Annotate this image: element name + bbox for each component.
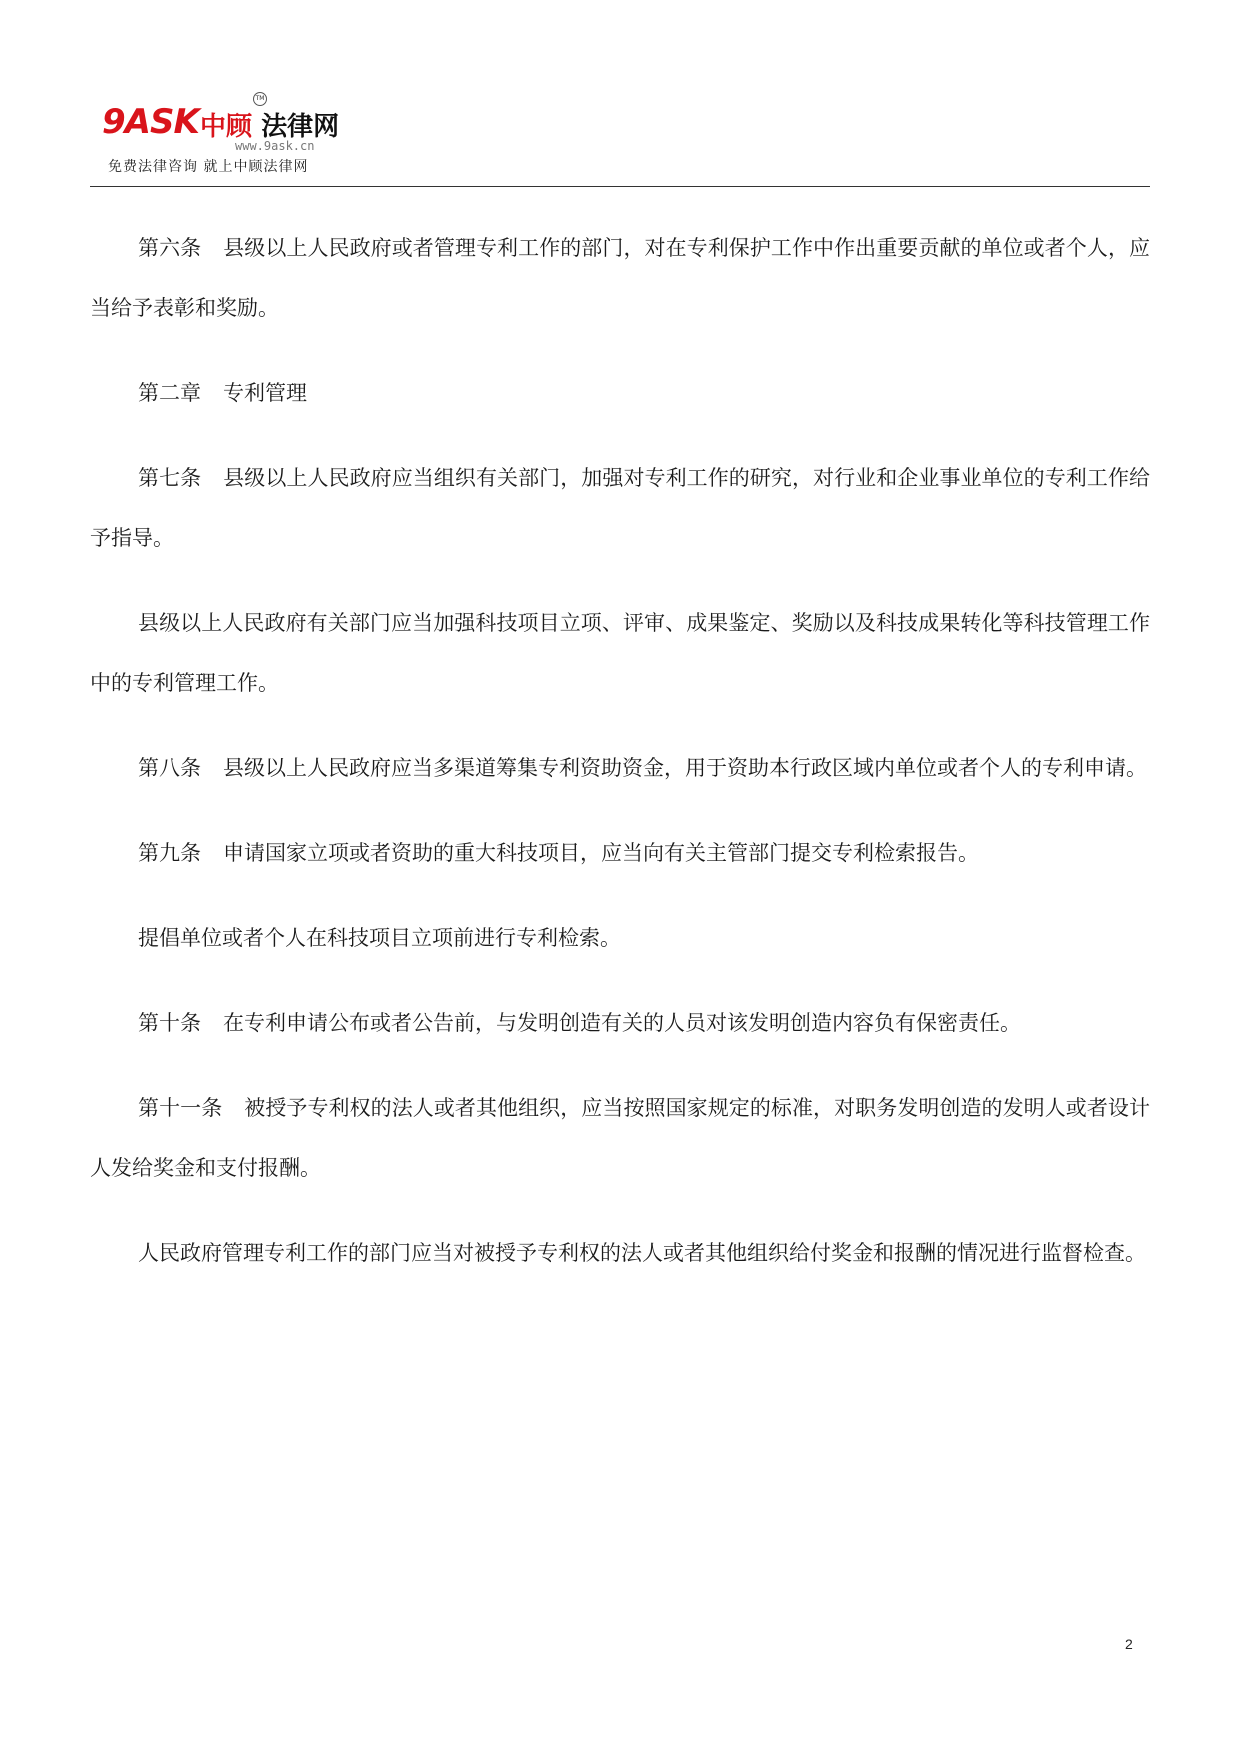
paragraph-article-9-cont: [90, 908, 1150, 968]
article-heading: 第八条: [138, 756, 201, 780]
article-text: 县级以上人民政府应当多渠道筹集专利资助资金，用于资助本行政区域内单位或者个人的专利申请。: [223, 756, 1147, 780]
logo-mark: 9ASK: [102, 102, 199, 142]
paragraph-article-10: [90, 993, 1150, 1053]
article-text: 人民政府管理专利工作的部门应当对被授予专利权的法人或者其他组织给付奖金和报酬的情况进行监督检查。: [138, 1241, 1146, 1265]
paragraph-chapter-2: [90, 363, 1150, 423]
paragraph-article-7-cont: [90, 593, 1150, 713]
trademark-icon: TM: [253, 92, 267, 106]
article-text: 在专利申请公布或者公告前，与发明创造有关的人员对该发明创造内容负有保密责任。: [223, 1011, 1021, 1035]
article-text: 被授予专利权的法人或者其他组织，应当按照国家规定的标准，对职务发明创造的发明人或者设计人发给奖金和支付报酬。: [90, 1096, 1151, 1180]
document-body: [90, 218, 1150, 1308]
logo-cn: [200, 106, 339, 143]
paragraph-article-11: [90, 1078, 1150, 1198]
article-heading: 第七条: [138, 466, 202, 490]
paragraph-article-6: [90, 218, 1150, 338]
paragraph-article-11-cont: [90, 1223, 1150, 1283]
article-heading: 第十条: [138, 1011, 201, 1035]
logo-cn-red: 中顾: [200, 112, 253, 142]
article-text: 县级以上人民政府应当组织有关部门，加强对专利工作的研究，对行业和企业事业单位的专利工作给予指导。: [90, 466, 1151, 550]
article-text: 县级以上人民政府或者管理专利工作的部门，对在专利保护工作中作出重要贡献的单位或者个人，应当给予表彰和奖励。: [90, 236, 1151, 320]
article-heading: 第六条: [138, 236, 202, 260]
page-header: [90, 92, 1160, 188]
logo-url: www.9ask.cn: [235, 139, 315, 153]
chapter-title: 专利管理: [223, 381, 307, 405]
header-divider: [90, 186, 1150, 187]
page-number: 2: [1125, 1636, 1133, 1652]
article-text: 提倡单位或者个人在科技项目立项前进行专利检索。: [138, 926, 621, 950]
site-logo[interactable]: [90, 92, 390, 182]
article-text: 县级以上人民政府有关部门应当加强科技项目立项、评审、成果鉴定、奖励以及科技成果转化等科技管理工作中的专利管理工作。: [90, 611, 1150, 695]
article-text: 申请国家立项或者资助的重大科技项目，应当向有关主管部门提交专利检索报告。: [223, 841, 979, 865]
logo-cn-black: 法律网: [261, 112, 340, 142]
logo-slogan: 免费法律咨询 就上中顾法律网: [108, 159, 309, 175]
paragraph-article-9: [90, 823, 1150, 883]
paragraph-article-8: [90, 738, 1150, 798]
paragraph-article-7: [90, 448, 1150, 568]
chapter-heading: 第二章: [138, 381, 201, 405]
article-heading: 第十一条: [138, 1096, 223, 1120]
article-heading: 第九条: [138, 841, 201, 865]
